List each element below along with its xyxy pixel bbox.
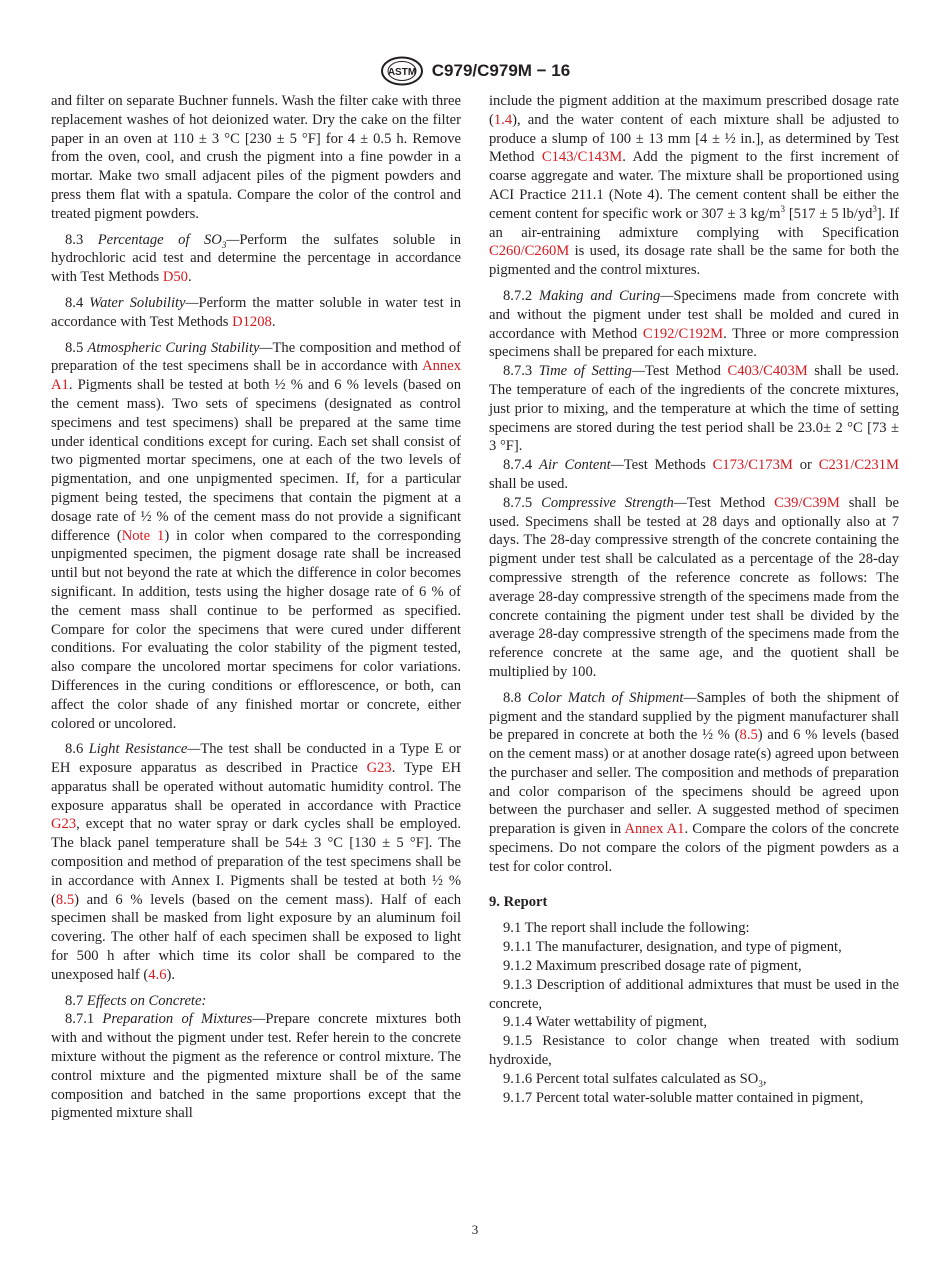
section-8-7-5: 8.7.5 Compressive Strength—Test Method C39/C39M shall be used. Specimens shall be tested at 28 days and optionally also at 7 days. The 28-day compressive strength of the concrete containing the pigment under test shall be calculated as a percentage of the 28-day compressive strength of the reference concrete as follows: The average 28-day compressive strength of the specimens made from the concrete containing the pigment under test shall be divided by the average 28-day compressive strength of the specimens made from the reference concrete at the same age, and the quotient shall be multiplied by 100. — [489, 494, 899, 680]
ref-link-8-5[interactable]: 8.5 — [739, 727, 758, 744]
astm-logo-icon — [380, 56, 424, 86]
right-column — [489, 92, 899, 1107]
report-item: 9.1.3 Description of additional admixtures that must be used in the concrete, — [489, 976, 899, 1012]
paragraph-continuation: and filter on separate Buchner funnels. Wash the filter cake with three replacement washes of hot deionized water. Dry the cake on the filter paper in an oven at 110 ± 3 °C [230 ± 5 °F] for 4 ± 0.5 h. Remove from the oven, cool, and crush the pigment into a fine powder in a mortar. Make two small adjacent piles of the pigment powders and press them flat with a spatula. Compare the color of the control and treated pigment powders. — [51, 93, 461, 222]
page-number: 3 — [471, 1222, 479, 1237]
ref-link-g23[interactable]: G23 — [51, 816, 77, 833]
section-8-7-1-continuation: include the pigment addition at the maximum prescribed dosage rate (1.4), and the water content of each mixture shall be adjusted to produce a slump of 100 ± 13 mm [4 ± ½ in.], as determined by Test Method C143/C143M. Add the pigment to the first increment of coarse aggregate and water. The mixture shall be proportioned using ACI Practice 211.1 (Note 4). The cement content shall be either the cement content for specific work or 307 ± 3 $kg/m^3$ [517 ± 5 $lb/yd^3$]. If an air-entraining admixture complying with Specification C260/C260M is used, its dosage rate shall be the same for both the pigmented and the control mixtures. — [489, 93, 899, 279]
section-8-7-2: 8.7.2 Making and Curing—Specimens made from concrete with and without the pigment under test shall be molded and cured in accordance with Method C192/C192M. Three or more compression specimens shall be prepared for each mixture. — [489, 287, 899, 361]
ref-link-annex-a1[interactable]: Annex A1 — [51, 358, 461, 394]
ref-link-c39[interactable]: C39/C39M — [774, 494, 840, 511]
section-8-6: 8.6 Light Resistance—The test shall be conducted in a Type E or EH exposure apparatus as described in Practice G23. Type EH apparatus shall be operated without automatic humidity control. The exposure apparatus shall be operated in accordance with Practice G23, except that no water spray or dark cycles shall be employed. The black panel temperature shall be 54± 3 °C [130 ± 5 °F]. The composition and method of preparation of the test specimens shall be in accordance with Annex I. Pigments shall be tested at both ½ % (8.5) and 6 % levels (based on the cement mass). Half of each specimen shall be masked from light exposure by an aluminum foil covering. The other half of each specimen shall be exposed to light for 500 h after which time its color shall be compared to the unexposed half (4.6). — [51, 741, 462, 983]
document-designation: C979/C979M − 16 — [431, 61, 571, 80]
ref-link-c403[interactable]: C403/C403M — [727, 363, 808, 380]
ref-link-g23[interactable]: G23 — [366, 760, 392, 777]
svg-text:ASTM: ASTM — [387, 67, 416, 78]
ref-link-4-6[interactable]: 4.6 — [148, 966, 167, 983]
report-item: 9.1 The report shall include the following: — [503, 920, 750, 937]
ref-link-c192[interactable]: C192/C192M — [642, 325, 724, 342]
ref-link-c173[interactable]: C173/C173M — [712, 457, 793, 474]
left-column — [51, 92, 461, 1123]
section-8-4: 8.4 Water Solubility—Perform the matter soluble in water test in accordance with Test Methods D1208. — [51, 294, 462, 330]
section-8-7-4: 8.7.4 Air Content—Test Methods C173/C173M or C231/C231M shall be used. — [489, 457, 899, 492]
ref-link-1-4[interactable]: 1.4 — [493, 111, 513, 128]
report-item: 9.1.4 Water wettability of pigment, — [503, 1014, 708, 1031]
section-8-5: 8.5 Atmospheric Curing Stability—The composition and method of preparation of the test specimens shall be in accordance with Annex A1. Pigments shall be tested at both ½ % and 6 % levels (based on the cement mass). Two sets of specimens (designated as control specimens and test specimens) shall be prepared at the same time under identical conditions except for curing. Each set shall consist of two pigmented mortar specimens, one at each of the two levels of pigmentation, and one unpigmented specimen. If, for a particular pigment being tested, the specimens that contain the pigment at a dosage rate of ½ % of the cement mass do not provide a significant difference (Note 1) in color when compared to the corresponding unpigmented specimen, the pigment dosage rate shall be increased until but not beyond the rate at which the difference in color becomes significant. In addition, tests using the higher dosage rate of 6 % of the cement mass shall continue to be performed as specified. Compare for color the specimens that were cured under different conditions. For evaluating the color stability of the pigment tested, also compare the uncolored mortar specimens for color variations. Differences in the curing conditions or efflorescence, or both, can affect the color shade of any finished mortar or concrete, either colored or uncolored. — [51, 339, 461, 732]
section-8-7-1: 8.7.1 Preparation of Mixtures—Prepare concrete mixtures both with and without the pigment under test. Refer herein to the concrete mixture without the pigment as the reference or control mixture. The control mixture and the pigmented mixture shall be of the same composition and batched in the same proportions except that the pigmented mixture shall — [51, 1011, 462, 1122]
ref-link-note-1[interactable]: Note 1 — [121, 527, 165, 544]
ref-link-c231[interactable]: C231/C231M — [818, 457, 899, 474]
ref-link-c260[interactable]: C260/C260M — [489, 243, 570, 260]
section-8-8: 8.8 Color Match of Shipment—Samples of both the shipment of pigment and the standard supplied by the pigment manufacturer shall be prepared in concrete at both the ½ % (8.5) and 6 % levels (based on the cement mass) or at another dosage rate(s) agreed upon between the purchaser and seller. The composition and methods of preparation and color comparison of the specimens should be agreed upon between the purchaser and seller. A suggested method of specimen preparation is given in Annex A1. Compare the colors of the concrete specimens. Do not compare the colors of the pigment powders as a test for color control. — [489, 689, 899, 875]
section-8-7-3: 8.7.3 Time of Setting—Test Method C403/C403M shall be used. The temperature of each of the ingredients of the concrete mixtures, just prior to mixing, and the temperature at which the time of setting specimens are stored during the test period shall be 23.0± 2 °C [73 ± 3 °F]. — [489, 363, 899, 455]
ref-link-d50[interactable]: D50 — [162, 269, 188, 286]
report-item: 9.1.5 Resistance to color change when treated with sodium hydroxide, — [489, 1033, 899, 1069]
section-8-7: 8.7 Effects on Concrete: — [65, 992, 207, 1009]
section-8-3: 8.3 Percentage of $SO_3—Perform$ the sulfates soluble in hydrochloric acid test and determine the percentage in accordance with Test Methods D50. — [51, 231, 461, 286]
report-item: 9.1.7 Percent total water-soluble matter contained in pigment, — [503, 1089, 864, 1106]
report-item: 9.1.6 Percent total sulfates calculated as $SO_3$, — [503, 1070, 767, 1089]
ref-link-d1208[interactable]: D1208 — [232, 313, 272, 330]
ref-link-annex-a1[interactable]: Annex A1 — [624, 821, 685, 838]
ref-link-c143[interactable]: C143/C143M — [541, 149, 623, 166]
page-header — [0, 56, 950, 86]
report-item: 9.1.2 Maximum prescribed dosage rate of pigment, — [503, 958, 802, 975]
section-heading-report: 9. Report — [489, 893, 548, 910]
ref-link-8-5[interactable]: 8.5 — [55, 891, 75, 908]
report-item: 9.1.1 The manufacturer, designation, and type of pigment, — [503, 939, 842, 956]
